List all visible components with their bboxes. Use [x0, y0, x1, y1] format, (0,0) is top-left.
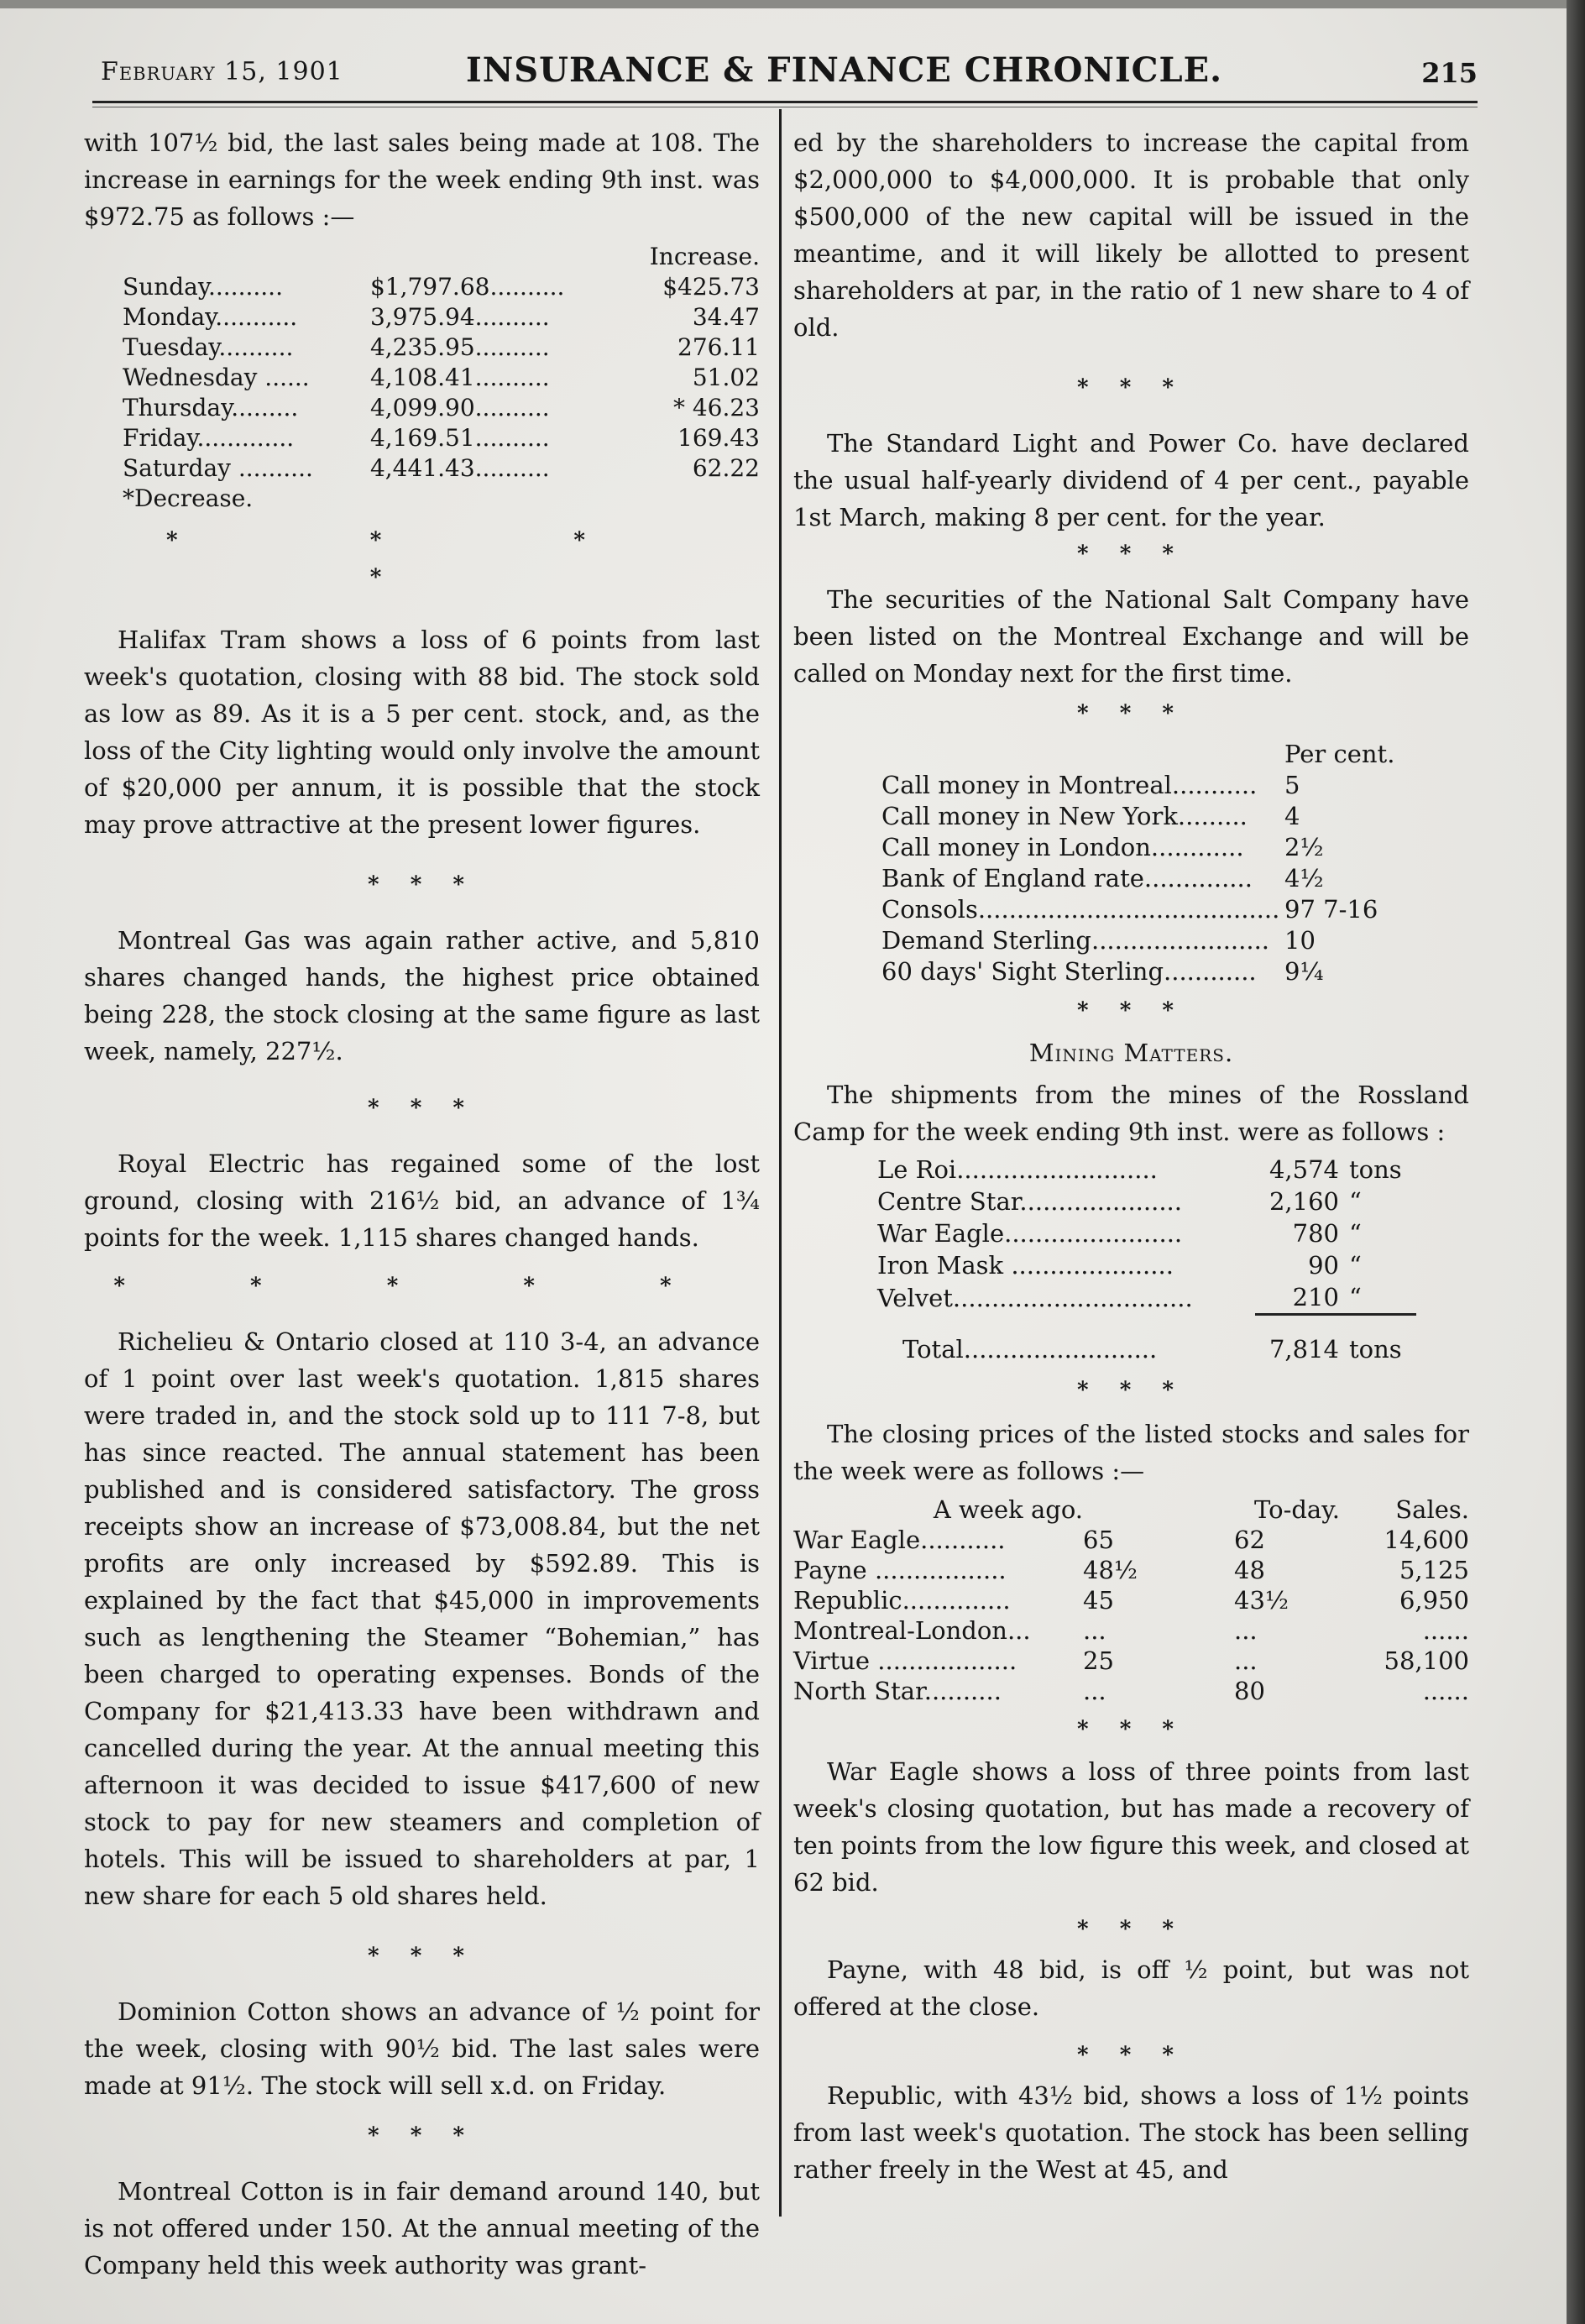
rates-header: Per cent.: [1284, 740, 1395, 768]
stock-week-ago: 65: [1083, 1525, 1114, 1554]
section-separator: * * * * *: [113, 1274, 730, 1299]
table-row: [881, 863, 1410, 894]
total-unit: tons: [1349, 1334, 1402, 1364]
halifax-paragraph: Halifax Tram shows a loss of 6 points from last week's quotation, closing with 88 bid. The stock sold as low as 89. As it is a 5 per cent. stock, and, as the loss of the City lighting would only involve the amount of $20,000 per annum, it is possible that the stock may prove attractive at the present lower figures.: [84, 625, 760, 839]
section-separator: * * *: [368, 1944, 476, 1969]
mine-unit: “: [1349, 1187, 1362, 1216]
increase-cell: 276.11: [677, 333, 760, 361]
decrease-note-row: [123, 484, 760, 514]
earnings-cell: 3,975.94..........: [369, 303, 550, 331]
stock-name: Montreal-London...: [793, 1615, 1031, 1645]
stock-sales: ......: [1422, 1615, 1469, 1645]
increase-cell: 51.02: [692, 364, 760, 391]
stock-name: Payne .................: [793, 1555, 1007, 1584]
national-salt-paragraph: The securities of the National Salt Company have been listed on the Montreal Exchange and will be called on Monday next for the first time.: [793, 585, 1469, 688]
table-row: [881, 925, 1410, 956]
mine-name: War Eagle.......................: [877, 1219, 1183, 1248]
table-row: [123, 453, 760, 484]
stock-sales: 5,125: [1399, 1555, 1469, 1584]
stock-today: ...: [1234, 1615, 1258, 1645]
header-date: February 15, 1901: [101, 57, 343, 86]
table-row: [793, 1585, 1469, 1615]
rate-value: 4½: [1284, 864, 1324, 892]
scan-edge-right: [1567, 0, 1585, 2324]
rate-value: 97 7-16: [1284, 895, 1378, 924]
table-row: [123, 272, 760, 302]
mine-unit: “: [1349, 1251, 1362, 1280]
rate-value: 5: [1284, 771, 1300, 799]
stock-today: 80: [1234, 1676, 1265, 1705]
stock-name: War Eagle...........: [793, 1525, 1006, 1554]
day-cell: Tuesday..........: [123, 333, 294, 361]
table-row: [881, 770, 1410, 801]
rate-label: Consols.......................................: [881, 895, 1280, 924]
section-separator: * * * *: [166, 528, 677, 590]
stock-today: 48: [1234, 1555, 1265, 1584]
table-row: [881, 956, 1410, 987]
table-row: [877, 1281, 1416, 1315]
section-separator: * * *: [1077, 542, 1185, 567]
decrease-note: *Decrease.: [123, 484, 254, 512]
total-amount: 7,814: [1269, 1334, 1339, 1364]
table-row: [877, 1249, 1416, 1281]
mine-amount: 2,160: [1269, 1187, 1339, 1216]
table-row: [793, 1646, 1469, 1676]
day-cell: Friday.............: [123, 424, 295, 452]
stocks-header-row: [793, 1494, 1469, 1525]
richelieu-paragraph: Richelieu & Ontario closed at 110 3-4, an advance of 1 point over last week's quotation. 1,815 shares were traded in, and the stock sold up to 111 7-8, but has since reacted. The annual statement has been published and is considered satisfactory. The gross receipts show an increase of $73,008.84, but the net profits are only increased by $592.89. This is explained by the fact that $45,000 in improvements such as lengthening the Steamer “Bohemian,” has been charged to operating expenses. Bonds of the Company for $21,413.33 have been withdrawn and cancelled during the year. At the annual meeting this afternoon it was decided to issue $417,600 of new stock to pay for new steamers and completion of hotels. This will be issued to shareholders at par, 1 new share for each 5 old shares held.: [84, 1327, 760, 1910]
scan-edge-top: [0, 0, 1585, 8]
stocks-table: [793, 1494, 1469, 1706]
stock-sales: 14,600: [1384, 1525, 1469, 1554]
dominion-cotton-paragraph: Dominion Cotton shows an advance of ½ point for the week, closing with 90½ bid. The last sales were made at 91½. The stock will sell x.d. on Friday.: [84, 1997, 760, 2100]
earnings-table: [123, 242, 760, 514]
money-rates-table: [881, 739, 1410, 987]
rate-value: 10: [1284, 926, 1316, 955]
day-cell: Saturday ..........: [123, 454, 313, 482]
section-separator: * * *: [1077, 375, 1185, 400]
day-cell: Monday...........: [123, 303, 298, 331]
table-row: [793, 1555, 1469, 1585]
royal-electric-paragraph: Royal Electric has regained some of the lost ground, closing with 216½ bid, an advance of 1¾ points for the week. 1,115 shares changed hands.: [84, 1149, 760, 1252]
table-row: [123, 302, 760, 332]
total-rule-row: [877, 1315, 1416, 1333]
rate-label: Bank of England rate..............: [881, 864, 1253, 892]
increase-cell: 62.22: [692, 454, 760, 482]
left-column: [84, 124, 760, 2284]
page-header: [92, 50, 1478, 101]
stock-name: North Star..........: [793, 1676, 1002, 1705]
day-cell: Wednesday ......: [123, 364, 310, 391]
rate-label: Call money in New York.........: [881, 802, 1248, 830]
increase-cell: 169.43: [677, 424, 760, 452]
earnings-cell: 4,099.90..........: [369, 394, 550, 421]
mine-name: Iron Mask .....................: [877, 1251, 1174, 1280]
table-row: [123, 393, 760, 423]
mine-name: Centre Star.....................: [877, 1187, 1182, 1216]
mining-intro-paragraph: The shipments from the mines of the Rossland Camp for the week ending 9th inst. were as follows :: [793, 1081, 1469, 1146]
column-divider: [779, 109, 782, 2217]
header-today: To-day.: [1254, 1494, 1340, 1524]
header-week-ago: A week ago.: [933, 1494, 1083, 1524]
section-separator: * * *: [1077, 998, 1185, 1023]
mine-amount: 90: [1308, 1251, 1339, 1280]
shipments-table: [877, 1154, 1416, 1365]
table-row: [123, 423, 760, 453]
stock-week-ago: 45: [1083, 1585, 1114, 1615]
rate-value: 2½: [1284, 833, 1324, 861]
stock-name: Virtue ..................: [793, 1646, 1017, 1675]
rate-label: Call money in London............: [881, 833, 1244, 861]
stock-sales: 58,100: [1384, 1646, 1469, 1675]
table-row: [793, 1615, 1469, 1646]
stock-today: ...: [1234, 1646, 1258, 1675]
section-separator: * * *: [368, 2123, 476, 2149]
mine-unit: “: [1349, 1283, 1362, 1311]
stock-name: Republic..............: [793, 1585, 1011, 1615]
section-separator: * * *: [1077, 1916, 1185, 1942]
increase-cell: * 46.23: [672, 394, 760, 421]
rate-label: Call money in Montreal...........: [881, 771, 1258, 799]
montreal-cotton-paragraph: Montreal Cotton is in fair demand around 140, but is not offered under 150. At the annual meeting of the Company held this week authority was grant-: [84, 2177, 760, 2280]
rate-label: Demand Sterling.......................: [881, 926, 1270, 955]
republic-paragraph: Republic, with 43½ bid, shows a loss of 1½ points from last week's quotation. The stock has been selling rather freely in the West at 45, and: [793, 2081, 1469, 2184]
stock-today: 62: [1234, 1525, 1265, 1554]
earnings-cell: 4,235.95..........: [369, 333, 550, 361]
section-separator: * * *: [368, 1096, 476, 1121]
earnings-header-row: [123, 242, 760, 272]
day-cell: Sunday..........: [123, 273, 283, 301]
stock-sales: 6,950: [1399, 1585, 1469, 1615]
section-separator: * * *: [1077, 1377, 1185, 1403]
earnings-cell: 4,108.41..........: [369, 364, 550, 391]
rates-header-row: [881, 739, 1410, 770]
header-rule: [92, 101, 1478, 103]
rate-value: 9¼: [1284, 957, 1324, 986]
montreal-gas-paragraph: Montreal Gas was again rather active, and 5,810 shares changed hands, the highest price obtained being 228, the stock closing at the same figure as last week, namely, 227½.: [84, 926, 760, 1065]
rate-value: 4: [1284, 802, 1300, 830]
header-sales: Sales.: [1395, 1494, 1469, 1524]
intro-paragraph: with 107½ bid, the last sales being made at 108. The increase in earnings for the week ending 9th inst. was $972.75 as follows :—: [84, 128, 760, 231]
mine-unit: tons: [1349, 1155, 1402, 1184]
stock-week-ago: 48½: [1083, 1555, 1138, 1584]
table-row: [877, 1154, 1416, 1186]
page-number: 215: [1421, 57, 1478, 89]
total-row: [877, 1333, 1416, 1365]
earnings-header-increase: Increase.: [649, 243, 760, 270]
mine-amount: 210: [1292, 1283, 1339, 1311]
stock-today: 43½: [1234, 1585, 1289, 1615]
mine-amount: 4,574: [1269, 1155, 1339, 1184]
table-row: [123, 363, 760, 393]
table-row: [881, 832, 1410, 863]
total-label: Total.........................: [902, 1334, 1158, 1364]
mine-name: Le Roi..........................: [877, 1155, 1158, 1184]
mine-amount: 780: [1292, 1219, 1339, 1248]
war-eagle-paragraph: War Eagle shows a loss of three points from last week's closing quotation, but has made a recovery of ten points from the low figure this week, and closed at 62 bid.: [793, 1756, 1469, 1897]
earnings-cell: 4,441.43..........: [369, 454, 550, 482]
table-row: [877, 1186, 1416, 1217]
earnings-cell: 4,169.51..........: [369, 424, 550, 452]
mine-name: Velvet...............................: [877, 1283, 1193, 1312]
table-row: [123, 332, 760, 363]
stock-week-ago: 25: [1083, 1646, 1114, 1675]
earnings-cell: $1,797.68..........: [369, 273, 565, 301]
rate-label: 60 days' Sight Sterling............: [881, 957, 1257, 986]
table-row: [877, 1217, 1416, 1249]
header-title: INSURANCE & FINANCE CHRONICLE.: [466, 50, 1223, 90]
table-row: [881, 894, 1410, 925]
closing-intro-paragraph: The closing prices of the listed stocks and sales for the week were as follows :—: [793, 1419, 1469, 1485]
payne-paragraph: Payne, with 48 bid, is off ½ point, but was not offered at the close.: [793, 1955, 1469, 2021]
section-separator: * * *: [1077, 701, 1185, 726]
table-row: [793, 1676, 1469, 1706]
stock-week-ago: ...: [1083, 1615, 1106, 1645]
stock-week-ago: ...: [1083, 1676, 1106, 1705]
standard-light-paragraph: The Standard Light and Power Co. have declared the usual half-yearly dividend of 4 per cent., payable 1st March, making 8 per cent. for the year.: [793, 429, 1469, 531]
increase-cell: $425.73: [662, 273, 760, 301]
table-row: [793, 1525, 1469, 1555]
section-separator: * * *: [1077, 1716, 1185, 1742]
table-row: [881, 801, 1410, 832]
continuation-paragraph: ed by the shareholders to increase the capital from $2,000,000 to $4,000,000. It is probable that only $500,000 of the new capital will be issued in the meantime, and it will likely be allotted to present shareholders at par, in the ratio of 1 new share to 4 of old.: [793, 128, 1469, 342]
right-column: [793, 124, 1469, 2188]
section-separator: * * *: [1077, 2042, 1185, 2068]
day-cell: Thursday.........: [123, 394, 299, 421]
mine-unit: “: [1349, 1219, 1362, 1248]
mining-matters-heading: Mining Matters.: [1028, 1039, 1234, 1067]
increase-cell: 34.47: [692, 303, 760, 331]
section-separator: * * *: [368, 872, 476, 898]
stock-sales: ......: [1422, 1676, 1469, 1705]
